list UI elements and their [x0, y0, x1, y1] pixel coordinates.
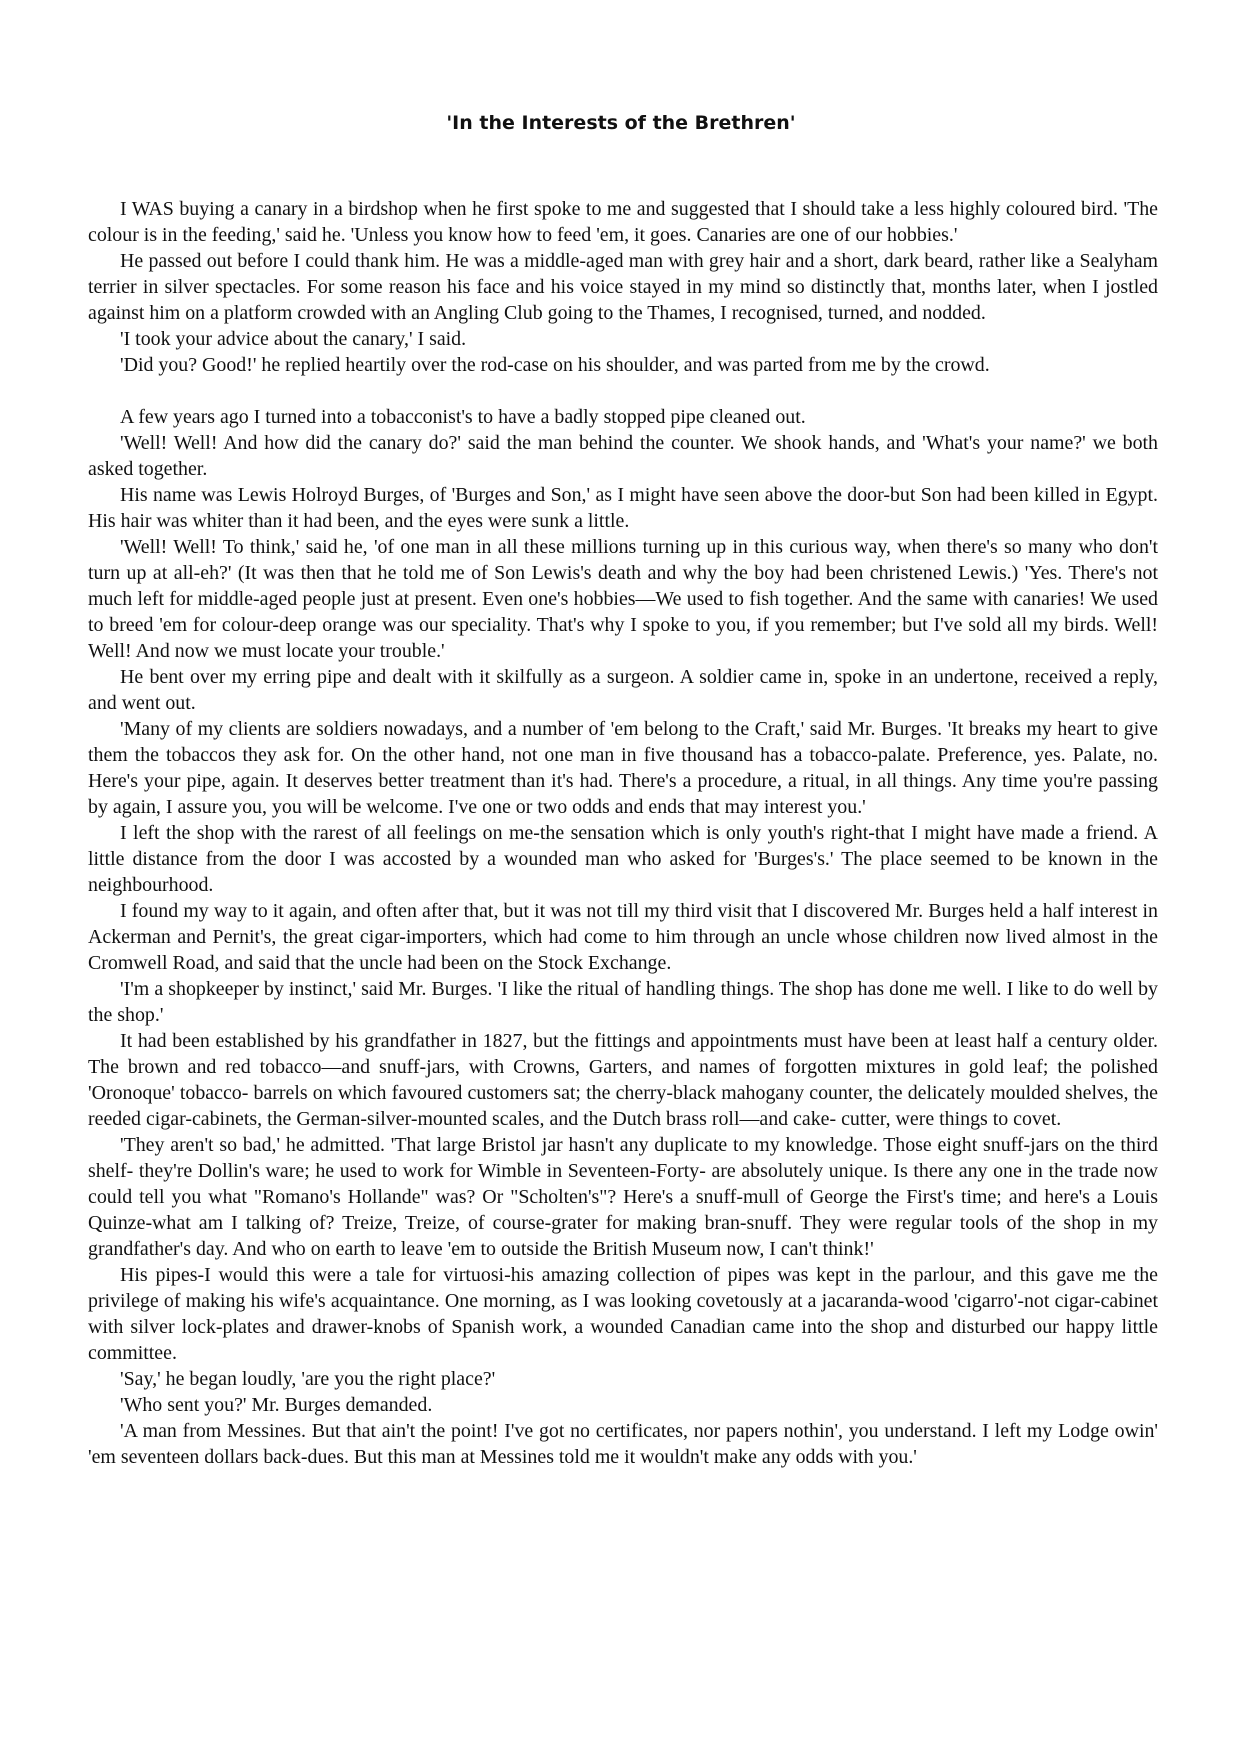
paragraph: 'I'm a shopkeeper by instinct,' said Mr. Burges. 'I like the ritual of handling things. The shop has done me well. I like to do well by the shop.' — [88, 978, 1158, 1026]
paragraph: 'They aren't so bad,' he admitted. 'That large Bristol jar hasn't any duplicate to my knowledge. Those eight snuff-jars on the third shelf- they're Dollin's ware; he used to work for Wimble in Seventeen-Forty- are absolutely unique. Is there any one in the trade now could tell you what "Romano's Hollande" was? Or "Scholten's"? Here's a snuff-mull of George the First's time; and here's a Louis Quinze-what am I talking of? Treize, Treize, of course-grater for making bran-snuff. They were regular tools of the shop in my grandfather's day. And who on earth to leave 'em to outside the British Museum now, I can't think!' — [88, 1134, 1158, 1260]
paragraph: 'Well! Well! And how did the canary do?' said the man behind the counter. We shook hands, and 'What's your name?' we both asked together. — [88, 432, 1158, 480]
paragraph: 'I took your advice about the canary,' I said. — [120, 328, 467, 350]
paragraph: 'Did you? Good!' he replied heartily over the rod-case on his shoulder, and was parted from me by the crowd. — [120, 354, 990, 376]
paragraph: He passed out before I could thank him. He was a middle-aged man with grey hair and a short, dark beard, rather like a Sealyham terrier in silver spectacles. For some reason his face and his voice stayed in my mind so distinctly that, months later, when I jostled against him on a platform crowded with an Angling Club going to the Thames, I recognised, turned, and nodded. — [88, 250, 1158, 324]
paragraph: A few years ago I turned into a tobacconist's to have a badly stopped pipe cleaned out. — [120, 406, 806, 428]
paragraph: 'A man from Messines. But that ain't the point! I've got no certificates, nor papers nothin', you understand. I left my Lodge owin' 'em seventeen dollars back-dues. But this man at Messines told me it wouldn't make any odds with you.' — [88, 1420, 1158, 1468]
paragraph: I left the shop with the rarest of all feelings on me-the sensation which is only youth's right-that I might have made a friend. A little distance from the door I was accosted by a wounded man who asked for 'Burges's.' The place seemed to be known in the neighbourhood. — [88, 822, 1158, 896]
story-body — [88, 196, 1158, 1470]
paragraph: 'Say,' he began loudly, 'are you the right place?' — [120, 1368, 496, 1390]
paragraph: I found my way to it again, and often after that, but it was not till my third visit that I discovered Mr. Burges held a half interest in Ackerman and Pernit's, the great cigar-importers, which had come to him through an uncle whose children now lived almost in the Cromwell Road, and said that the uncle had been on the Stock Exchange. — [88, 900, 1158, 974]
paragraph: 'Who sent you?' Mr. Burges demanded. — [120, 1394, 433, 1416]
paragraph: I WAS buying a canary in a birdshop when he first spoke to me and suggested that I should take a less highly coloured bird. 'The colour is in the feeding,' said he. 'Unless you know how to feed 'em, it goes. Canaries are one of our hobbies.' — [88, 198, 1158, 246]
paragraph: His name was Lewis Holroyd Burges, of 'Burges and Son,' as I might have seen above the door-but Son had been killed in Egypt. His hair was whiter than it had been, and the eyes were sunk a little. — [88, 484, 1158, 532]
paragraph: He bent over my erring pipe and dealt with it skilfully as a surgeon. A soldier came in, spoke in an undertone, received a reply, and went out. — [88, 666, 1158, 714]
story-title: 'In the Interests of the Brethren' — [446, 112, 796, 134]
paragraph: His pipes-I would this were a tale for virtuosi-his amazing collection of pipes was kept in the parlour, and this gave me the privilege of making his wife's acquaintance. One morning, as I was looking covetously at a jacaranda-wood 'cigarro'-not cigar-cabinet with silver lock-plates and drawer-knobs of Spanish work, a wounded Canadian came into the shop and disturbed our happy little committee. — [88, 1264, 1158, 1364]
paragraph: 'Well! Well! To think,' said he, 'of one man in all these millions turning up in this curious way, when there's so many who don't turn up at all-eh?' (It was then that he told me of Son Lewis's death and why the boy had been christened Lewis.) 'Yes. There's not much left for middle-aged people just at present. Even one's hobbies—We used to fish together. And the same with canaries! We used to breed 'em for colour-deep orange was our speciality. That's why I spoke to you, if you remember; but I've sold all my birds. Well! Well! And now we must locate your trouble.' — [88, 536, 1158, 662]
paragraph: It had been established by his grandfather in 1827, but the fittings and appointments must have been at least half a century older. The brown and red tobacco—and snuff-jars, with Crowns, Garters, and names of forgotten mixtures in gold leaf; the polished 'Oronoque' tobacco- barrels on which favoured customers sat; the cherry-black mahogany counter, the delicately moulded shelves, the reeded cigar-cabinets, the German-silver-mounted scales, and the Dutch brass roll—and cake- cutter, were things to covet. — [88, 1030, 1158, 1130]
paragraph: 'Many of my clients are soldiers nowadays, and a number of 'em belong to the Craft,' said Mr. Burges. 'It breaks my heart to give them the tobaccos they ask for. On the other hand, not one man in five thousand has a tobacco-palate. Preference, yes. Palate, no. Here's your pipe, again. It deserves better treatment than it's had. There's a procedure, a ritual, in all things. Any time you're passing by again, I assure you, you will be welcome. I've one or two odds and ends that may interest you.' — [88, 718, 1158, 818]
